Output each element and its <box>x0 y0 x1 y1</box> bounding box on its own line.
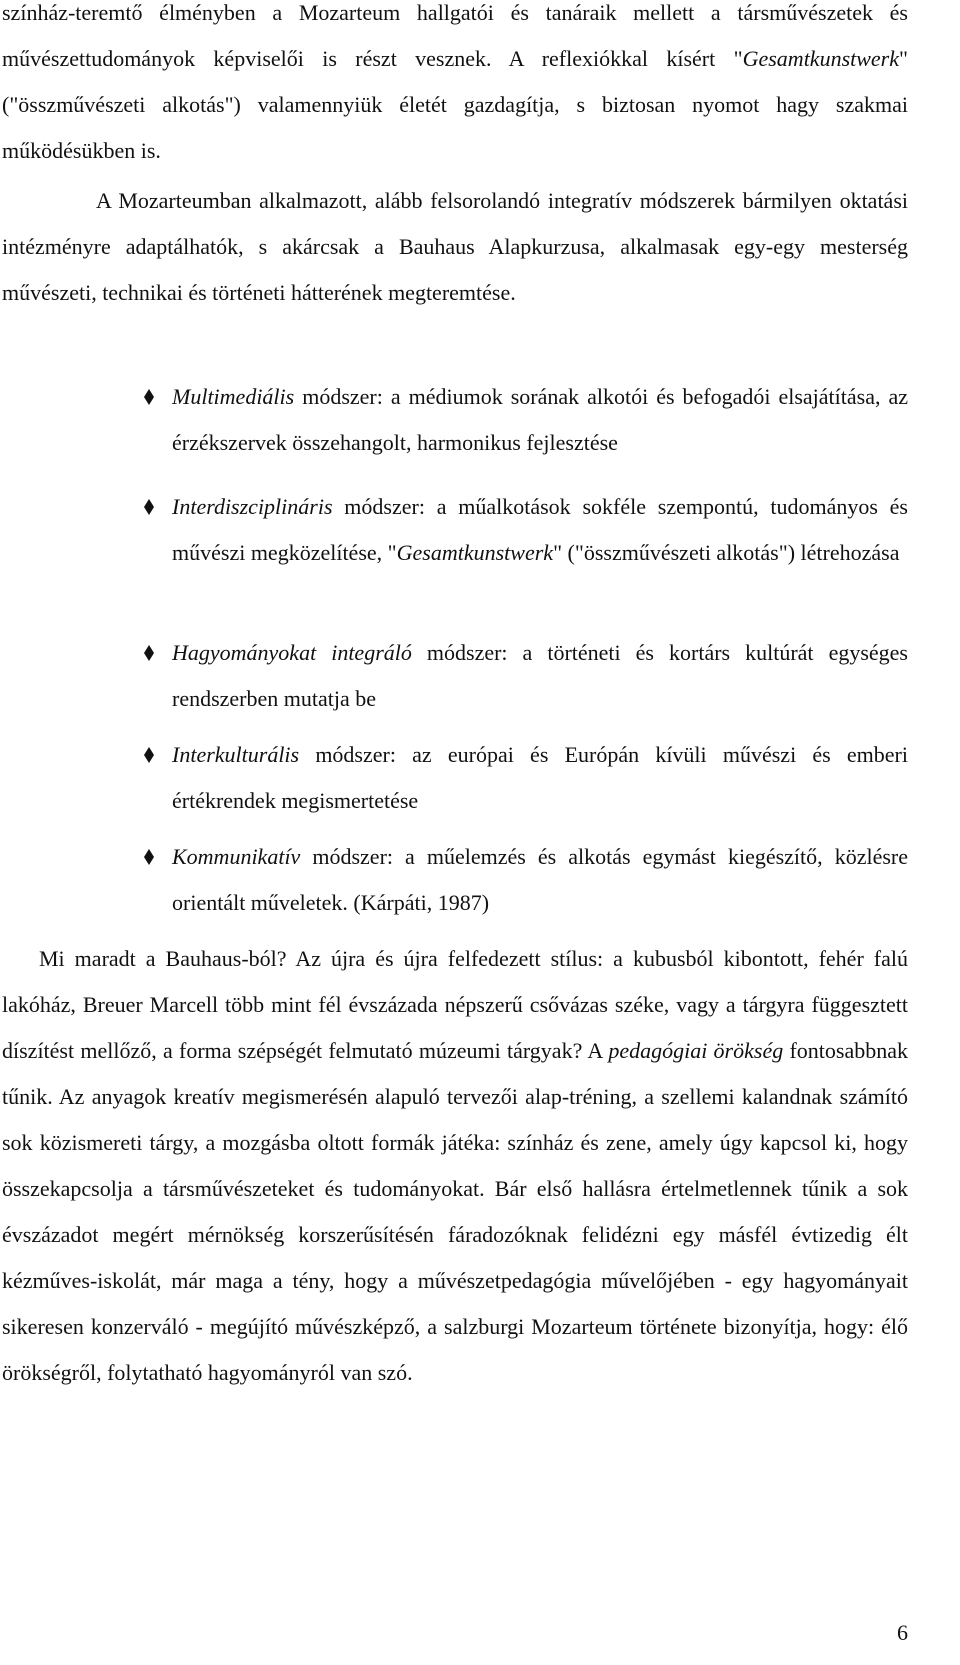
diamond-bullet-icon <box>140 498 158 516</box>
method-description: módszer: a műelemzés és alkotás egymást kiegészítő, közlésre orientált műveletek. (Kárpáti, 1987) <box>172 844 908 915</box>
method-description: módszer: a médiumok sorának alkotói és befogadói elsajátítása, az érzékszervek összehangolt, harmonikus fejlesztése <box>172 384 908 455</box>
method-term: Multimediális <box>172 384 295 409</box>
method-term: Kommunikatív <box>172 844 301 869</box>
italic-term: Gesamtkunstwerk <box>742 46 900 71</box>
paragraph-3 <box>2 936 908 1396</box>
method-term: Hagyományokat integráló <box>172 640 412 665</box>
method-description: " ("összművészeti alkotás") létrehozása <box>553 540 900 565</box>
diamond-bullet-icon <box>140 746 158 764</box>
diamond-bullet-icon <box>140 644 158 662</box>
paragraph-1 <box>2 0 908 174</box>
method-description: módszer: a történeti és kortárs kultúrát egységes rendszerben mutatja be <box>172 640 908 711</box>
paragraph-text: fontosabbnak tűnik. Az anyagok kreatív megismerésén alapuló tervezői alap-tréning, a szellemi kalandnak számító sok közismereti tárgy, a mozgásba oltott formák játéka: színház és zene, amely úgy kapcsol ki, hogy összekapcsolja a társművészeteket és tudományokat. Bár első hallásra értelmetlennek tűnik a sok évszázadot megért mérnökség korszerűsítésén fáradozóknak felidézni egy másfél évtizedig élt kézműves-iskolát, már maga a tény, hogy a művészetpedagógia művelőjében - egy hagyományait sikeresen konzerváló - megújító művészképző, a salzburgi Mozarteum története bizonyítja, hogy: élő örökségről, folytatható hagyományról van szó. <box>2 1038 909 1385</box>
method-description: módszer: az európai és Európán kívüli művészi és emberi értékrendek megismertetése <box>172 742 908 813</box>
paragraph-2: A Mozarteumban alkalmazott, alább felsorolandó integratív módszerek bármilyen oktatási intézményre adaptálhatók, s akárcsak a Bauhaus Alapkurzusa, alkalmasak egy-egy mesterség művészeti, technikai és történeti hátterének megteremtése. <box>2 188 908 305</box>
paragraph-text: színház-teremtő élményben a Mozarteum hallgatói és tanáraik mellett a társművészetek és művészettudományok képviselői is részt vesznek. A reflexiókkal kísért " <box>2 0 908 71</box>
page-number: 6 <box>897 1620 908 1645</box>
diamond-bullet-icon <box>140 388 158 406</box>
diamond-bullet-icon <box>140 848 158 866</box>
paragraph-text: " ("összművészeti alkotás") valamennyiük életét gazdagítja, s biztosan nyomot hagy szakmai működésükben is. <box>2 46 908 163</box>
method-term: Interkulturális <box>172 742 300 767</box>
italic-term: pedagógiai örökség <box>608 1038 784 1063</box>
paragraph-text: Mi maradt a Bauhaus-ból? Az újra és újra felfedezett stílus: a kubusból kibontott, fehér falú lakóház, Breuer Marcell több mint fél évszázada népszerű csővázas széke, vagy a tárgyra függesztett díszítést mellőző, a forma szépségét felmutató múzeumi tárgyak? A <box>2 946 908 1063</box>
method-term: Interdiszciplináris <box>172 494 333 519</box>
method-description: módszer: a műalkotások sokféle szempontú, tudományos és művészi megközelítése, " <box>172 494 908 565</box>
italic-term: Gesamtkunstwerk <box>396 540 554 565</box>
